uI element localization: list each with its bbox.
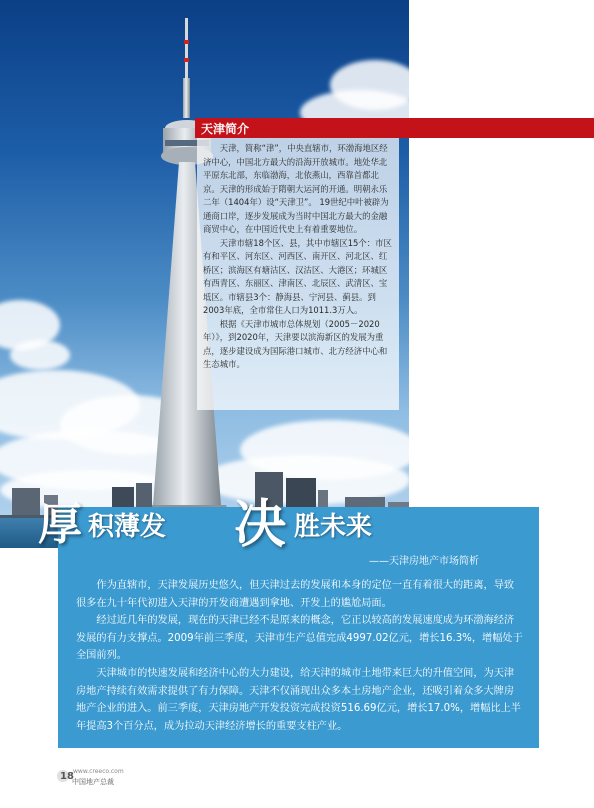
article-paragraph: 经过近几年的发展，现在的天津已经不是原来的概念，它正以较高的发展速度成为环渤海经济发展的有力支撑点。2009年前三季度，天津市生产总值完成4997.02亿元，增长16.3%，增幅处于全国前列。	[76, 615, 523, 662]
headline	[38, 482, 438, 555]
headline-subtitle: ——天津房地产市场简析	[369, 556, 479, 567]
intro-paragraph: 天津市辖18个区、县，其中市辖区15个：市区有和平区、河东区、河西区、南开区、河北区、红桥区；滨海区有塘沽区、汉沽区、大港区；环城区有西青区、东丽区、津南区、北辰区、武清区、宝坻区。市辖县3个：静海县、宁河县、蓟县。到2003年底，全市常住人口为1011.3万人。	[203, 237, 392, 315]
footer-magazine-name: 中国地产总裁	[72, 778, 114, 786]
intro-text	[203, 142, 395, 372]
intro-paragraph: 天津，简称“津”，中央直辖市，环渤海地区经济中心，中国北方最大的沿海开放城市。地处华北平原东北部，东临渤海，北依燕山，西靠首都北京。天津的形成始于隋朝大运河的开通。明朝永乐二年（1404年）设“天津卫”。 19世纪中叶被辟为通商口岸，逐步发展成为当时中国北方最大的金融商贸中心，在中国近代史上有着重要地位。	[203, 143, 389, 234]
headline-char-3: 决	[234, 494, 287, 555]
intro-title: 天津简介	[201, 122, 250, 136]
page-number: 18	[60, 771, 74, 782]
intro-paragraph: 根据《天津市城市总体规划（2005－2020年）》，到2020年，天津要以滨海新区的发展为重点，逐步建设成为国际港口城市、北方经济中心和生态城市。	[203, 318, 388, 369]
article-paragraph: 天津城市的快速发展和经济中心的大力建设，给天津的城市土地带来巨大的升值空间，为天津房地产持续有效需求提供了有力保障。天津不仅涌现出众多本土房地产企业，还吸引着众多大牌房地产企业的进入。前三季度，天津房地产开发投资完成投资516.69亿元，增长17.0%，增幅比上半年提高3个百分点，成为拉动天津经济增长的重要支柱产业。	[76, 667, 521, 732]
article-body	[76, 577, 524, 735]
headline-part-2: 积薄发	[88, 512, 167, 542]
headline-char-1: 厚	[38, 499, 82, 550]
footer-url: www.creeco.com	[73, 768, 124, 775]
intro-title-bar	[195, 118, 594, 138]
article-paragraph: 作为直辖市，天津发展历史悠久，但天津过去的发展和本身的定位一直有着很大的距离，导致很多在九十年代初进入天津的开发商遭遇到拿地、开发上的尴尬局面。	[76, 580, 515, 609]
headline-part-4: 胜未来	[294, 512, 373, 542]
